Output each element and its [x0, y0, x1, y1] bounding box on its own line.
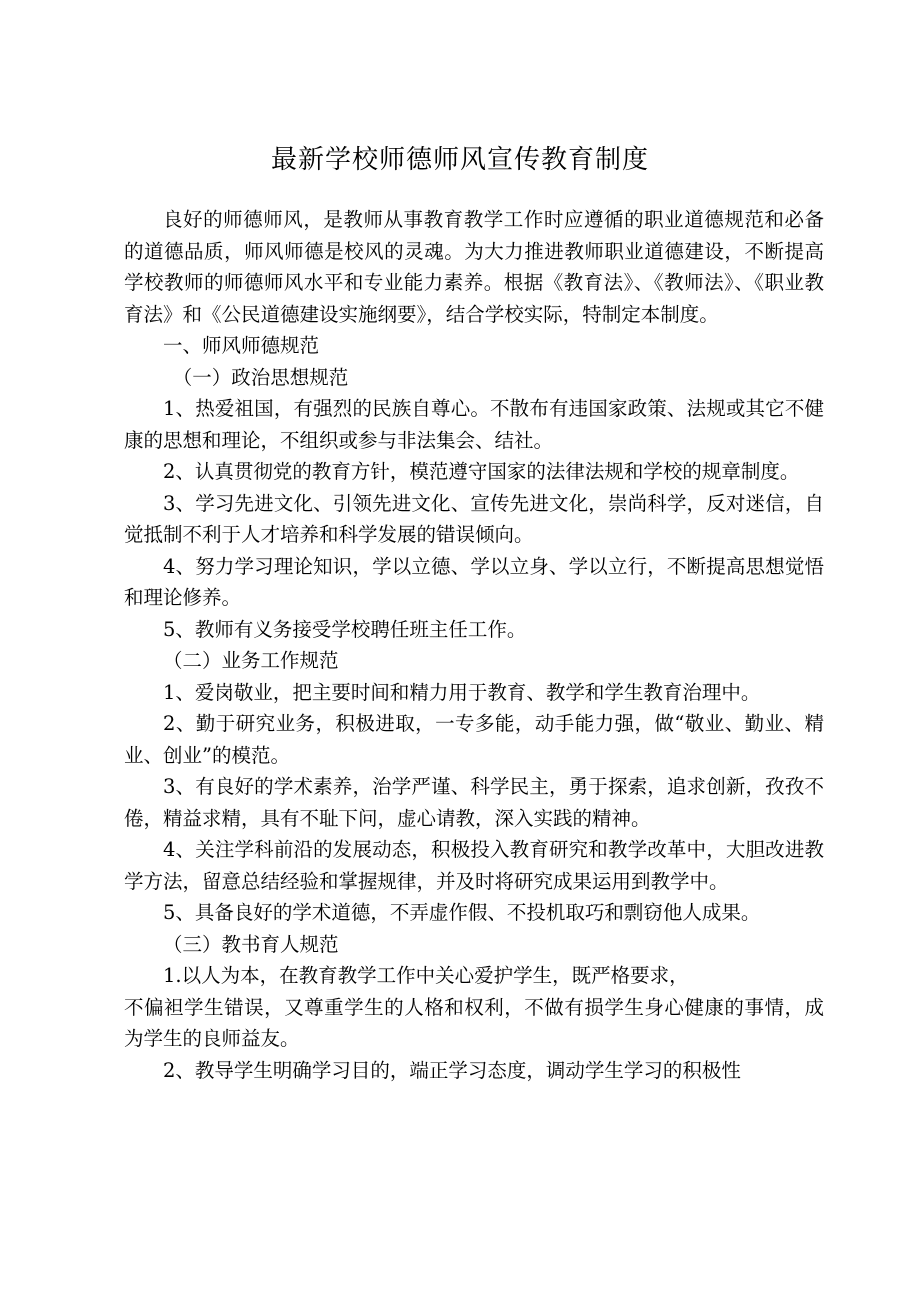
list-item: 5、教师有义务接受学校聘任班主任工作。: [163, 617, 527, 641]
list-item: 2、认真贯彻党的教育方针，模范遵守国家的法律法规和学校的规章制度。: [163, 460, 800, 483]
list-item: 4、关注学科前沿的发展动态，积极投入教育研究和教学改革中，大胆改进教学方法，留意总结经验和掌握规律，并及时将研究成果运用到教学中。: [124, 838, 824, 893]
document-title: 最新学校师德师风宣传教育制度: [270, 145, 649, 175]
list-item: 2、教导学生明确学习目的，端正学习态度，调动学生学习的积极性: [163, 1058, 741, 1082]
list-item-first-line: 1.以人为本，在教育教学工作中关心爱护学生，既严格要求，: [163, 964, 689, 987]
intro-paragraph: 良好的师德师风，是教师从事教育教学工作时应遵循的职业道德规范和必备的道德品质，师风师德是校风的灵魂。为大力推进教师职业道德建设，不断提高学校教师的师德师风水平和专业能力素养。根据《教育法》、《教师法》、《职业教育法》和《公民道德建设实施纲要》，结合学校实际，特制定本制度。: [124, 208, 824, 326]
list-item: 3、学习先进文化、引领先进文化、宣传先进文化，崇尚科学，反对迷信，自觉抵制不利于人才培养和科学发展的错误倾向。: [124, 491, 824, 546]
document-body: [124, 204, 824, 1086]
section-heading: 一、师风师德规范: [163, 334, 320, 357]
list-item: 5、具备良好的学术道德，不弄虚作假、不投机取巧和剽窃他人成果。: [163, 901, 761, 924]
subsection-heading-political: （一）政治思想规范: [172, 365, 349, 389]
list-item: 2、勤于研究业务，积极进取，一专多能，动手能力强，做“敬业、勤业、精业、创业”的模范。: [124, 712, 824, 767]
list-item: 1、热爱祖国，有强烈的民族自尊心。不散布有违国家政策、法规或其它不健康的思想和理论，不组织或参与非法集会、结社。: [124, 397, 824, 452]
list-item: 1、爱岗敬业，把主要时间和精力用于教育、教学和学生教育治理中。: [163, 680, 761, 704]
list-item-continuation: 不偏袒学生错误，又尊重学生的人格和权利，不做有损学生身心健康的事情，成为学生的良师益友。: [124, 995, 824, 1050]
subsection-heading-teaching: （三）教书育人规范: [163, 932, 339, 956]
list-item: 3、有良好的学术素养，治学严谨、科学民主，勇于探索，追求创新，孜孜不倦，精益求精，具有不耻下问，虚心请教，深入实践的精神。: [124, 775, 824, 830]
list-item: 4、努力学习理论知识，学以立德、学以立身、学以立行，不断提高思想觉悟和理论修养。: [124, 554, 824, 609]
subsection-heading-work: （二）业务工作规范: [163, 649, 339, 672]
